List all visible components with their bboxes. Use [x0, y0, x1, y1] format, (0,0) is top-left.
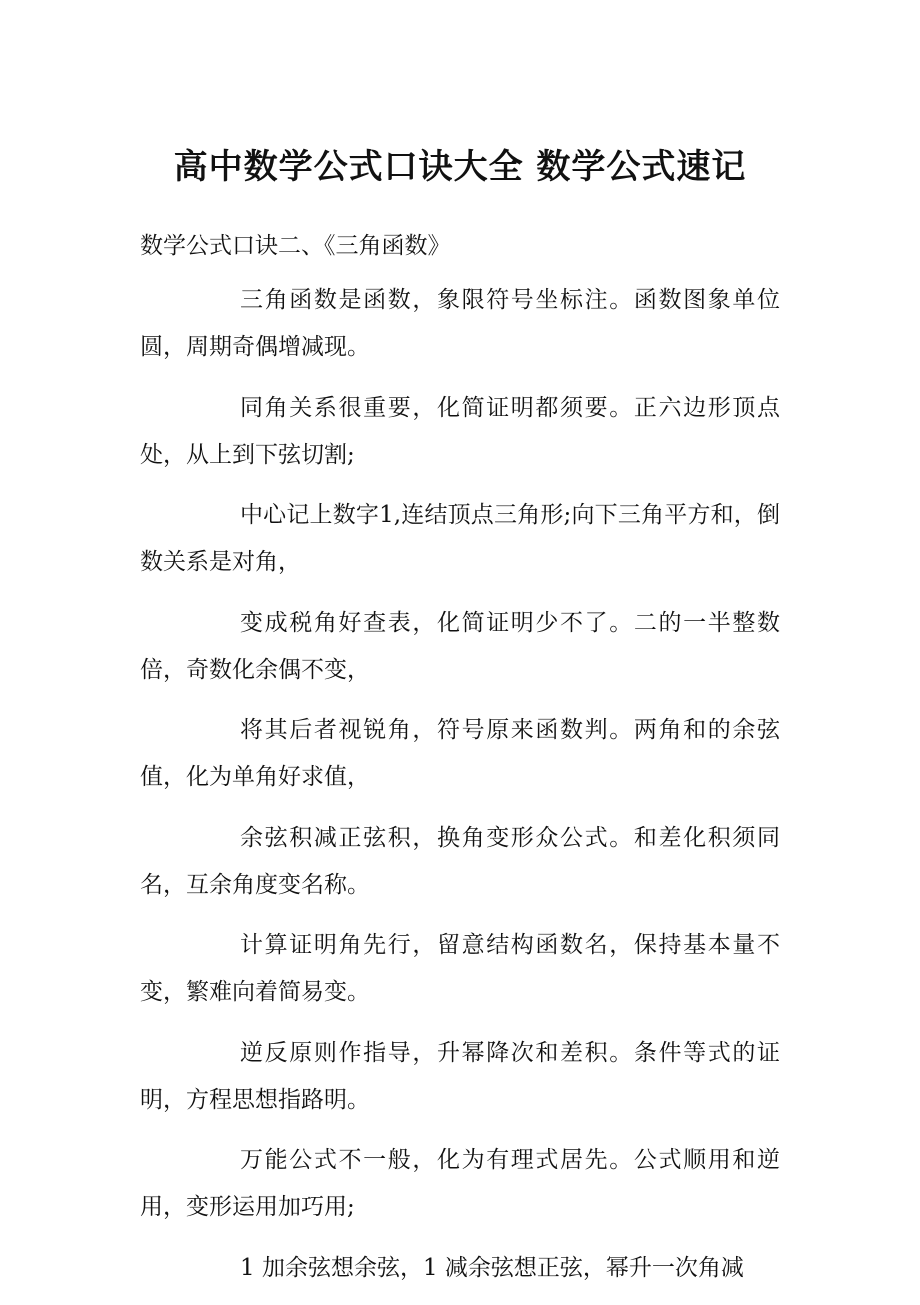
paragraph-7: 计算证明角先行，留意结构函数名，保持基本量不变，繁难向着简易变。 [140, 932, 780, 1005]
paragraph-2: 同角关系很重要，化简证明都须要。正六边形顶点处，从上到下弦切割; [140, 394, 780, 468]
paragraph-3: 中心记上数字1,连结顶点三角形;向下三角平方和，倒数关系是对角， [140, 502, 780, 575]
paragraph-4: 变成税角好查表，化简证明少不了。二的一半整数倍，奇数化余偶不变， [140, 609, 780, 683]
paragraph-1: 三角函数是函数，象限符号坐标注。函数图象单位圆，周期奇偶增减现。 [140, 287, 780, 360]
paragraph-6: 余弦积减正弦积，换角变形众公式。和差化积须同名，互余角度变名称。 [140, 824, 780, 898]
paragraph-5: 将其后者视锐角，符号原来函数判。两角和的余弦值，化为单角好求值， [140, 717, 780, 790]
document-title: 高中数学公式口诀大全 数学公式速记 [173, 147, 747, 187]
paragraph-8: 逆反原则作指导，升幂降次和差积。条件等式的证明，方程思想指路明。 [140, 1039, 780, 1113]
body-text [140, 277, 780, 1305]
paragraph-9: 万能公式不一般，化为有理式居先。公式顺用和逆用，变形运用加巧用; [140, 1147, 780, 1220]
section-heading: 数学公式口诀二、《三角函数》 [140, 233, 451, 259]
paragraph-10: 1 加余弦想余弦，1 减余弦想正弦，幂升一次角减 [240, 1254, 744, 1281]
